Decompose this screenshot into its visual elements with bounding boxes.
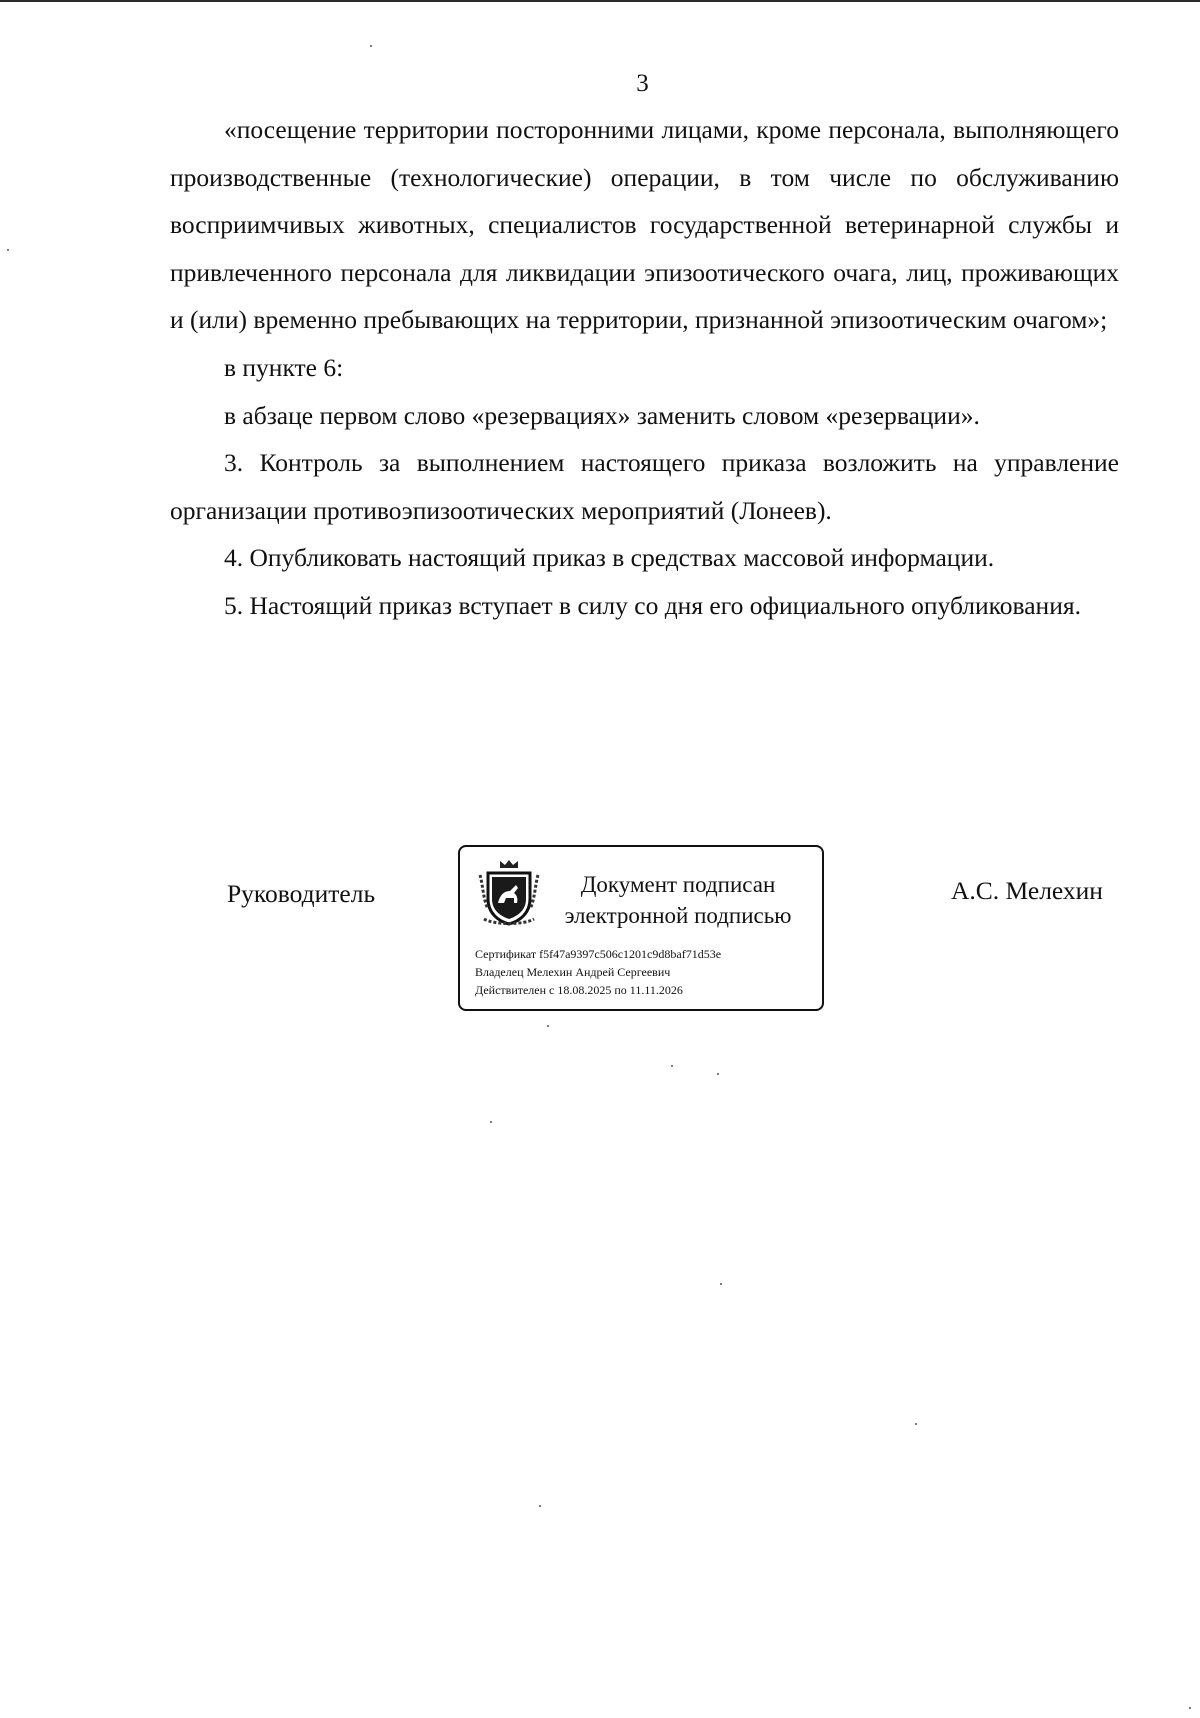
signer-name: А.С. Мелехин [951,876,1103,905]
signature-block [0,840,1200,1030]
paragraph-control: 3. Контроль за выполнением настоящего приказа возложить на управление организации противоэпизоотических мероприятий (Лонеев). [170,448,1119,525]
electronic-signature-stamp [458,845,824,1011]
stamp-title-line-1: Документ подписан [580,872,776,897]
paragraph-publish: 4. Опубликовать настоящий приказ в средствах массовой информации. [224,543,995,573]
document-body [170,106,1119,630]
stamp-title [558,869,798,931]
paragraph-quote: «посещение территории посторонними лицами, кроме персонала, выполняющего производственные (технологические) операции, в том числе по обслуживанию восприимчивых животных, специалистов государственной ветеринарной службы и привлеченного персонала для ликвидации эпизоотического очага, лиц, проживающих и (или) временно пребывающих на территории, признанной эпизоотическим очагом»; [170,115,1119,335]
stamp-title-line-2: электронной подписью [564,903,792,928]
coat-of-arms-icon [478,857,540,927]
signer-position: Руководитель [227,879,376,908]
scan-top-edge [0,0,1200,2]
stamp-certificate: Сертификат f5f47a9397c506c1201c9d8baf71d53e [475,947,722,961]
page-number: 3 [636,70,649,97]
paragraph-effective: 5. Настоящий приказ вступает в силу со дня его официального опубликования. [224,590,1081,620]
paragraph-replacement: в абзаце первом слово «резервациях» заменить словом «резервации». [224,400,980,430]
stamp-owner: Владелец Мелехин Андрей Сергеевич [475,965,671,979]
paragraph-item-6: в пункте 6: [224,352,344,382]
stamp-details [475,945,815,999]
stamp-validity: Действителен с 18.08.2025 по 11.11.2026 [475,983,683,997]
